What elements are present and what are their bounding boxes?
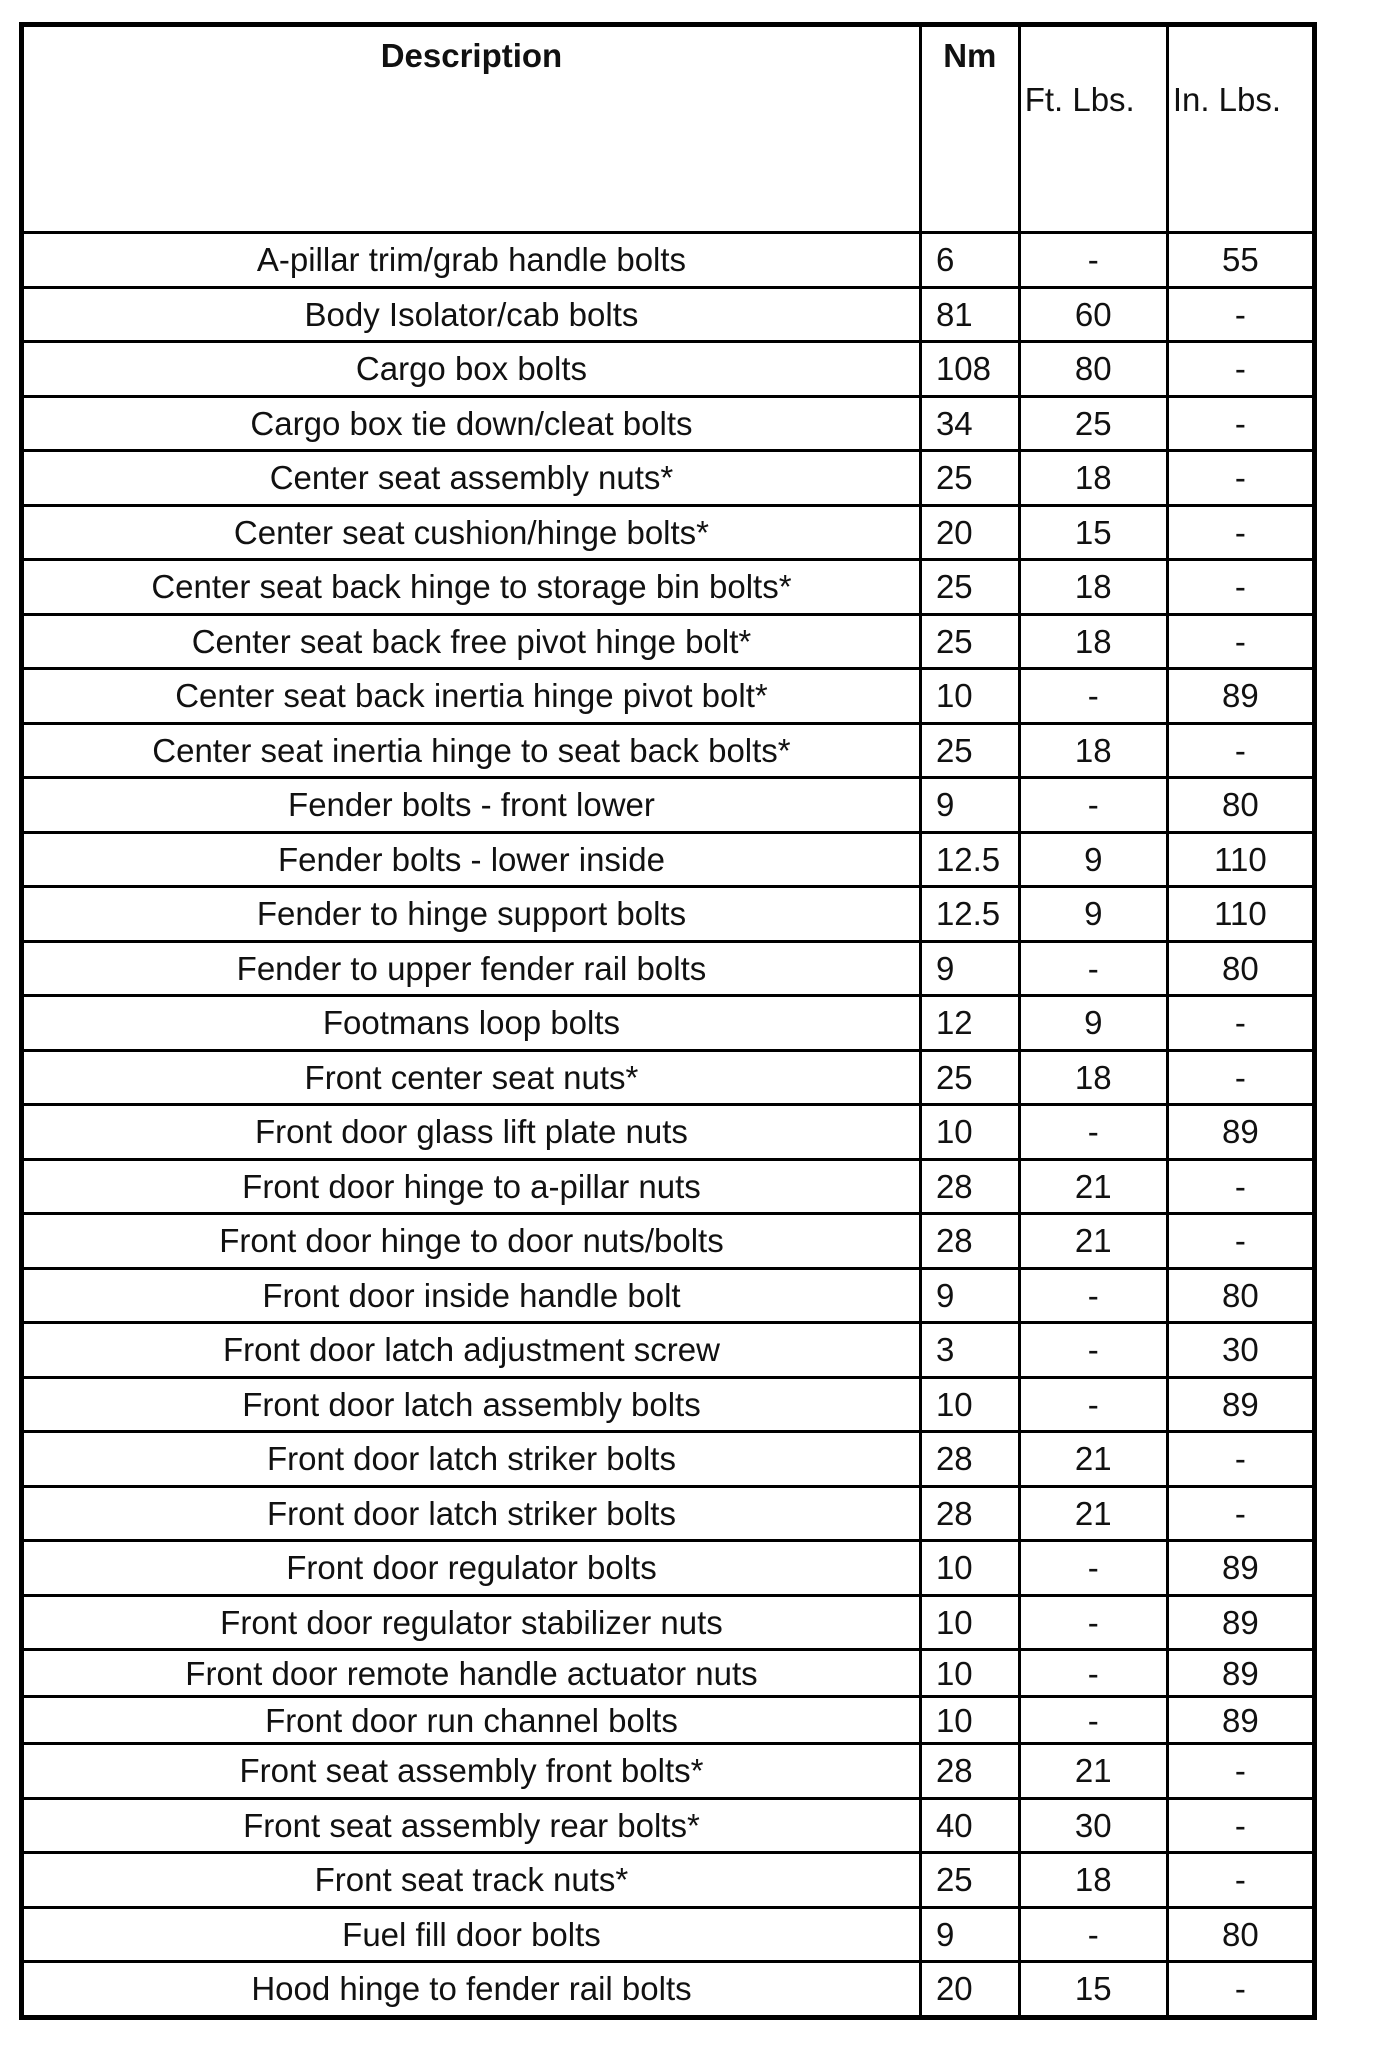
description-cell: Center seat cushion/hinge bolts*	[22, 505, 921, 560]
nm-cell: 20	[920, 505, 1019, 560]
nm-cell: 25	[920, 451, 1019, 506]
ft-lbs-cell: 21	[1019, 1486, 1167, 1541]
table-row	[22, 505, 1315, 560]
description-cell: Front door hinge to door nuts/bolts	[22, 1214, 921, 1269]
nm-cell: 10	[920, 1697, 1019, 1744]
description-cell: Fender bolts - lower inside	[22, 832, 921, 887]
in-lbs-cell: 80	[1167, 778, 1314, 833]
in-lbs-cell: -	[1167, 1050, 1314, 1105]
description-cell: Front door regulator stabilizer nuts	[22, 1595, 921, 1650]
table-row	[22, 723, 1315, 778]
in-lbs-cell: -	[1167, 1962, 1314, 2018]
ft-lbs-cell: 21	[1019, 1214, 1167, 1269]
in-lbs-cell: -	[1167, 287, 1314, 342]
ft-lbs-cell: -	[1019, 1105, 1167, 1160]
table-row	[22, 1744, 1315, 1799]
in-lbs-cell: 30	[1167, 1323, 1314, 1378]
ft-lbs-cell: -	[1019, 1268, 1167, 1323]
ft-lbs-cell: -	[1019, 1541, 1167, 1596]
table-row	[22, 1798, 1315, 1853]
nm-cell: 9	[920, 778, 1019, 833]
nm-cell: 25	[920, 1050, 1019, 1105]
in-lbs-cell: -	[1167, 996, 1314, 1051]
nm-cell: 25	[920, 1853, 1019, 1908]
torque-spec-table	[19, 22, 1317, 2020]
in-lbs-cell: 89	[1167, 1650, 1314, 1697]
description-header: Description	[22, 25, 921, 233]
description-cell: Front door latch adjustment screw	[22, 1323, 921, 1378]
ft-lbs-cell: 9	[1019, 996, 1167, 1051]
in-lbs-cell: 89	[1167, 1105, 1314, 1160]
header-row	[22, 25, 1315, 233]
ft-lbs-cell: -	[1019, 1377, 1167, 1432]
table-row	[22, 560, 1315, 615]
table-row	[22, 1159, 1315, 1214]
table-row	[22, 342, 1315, 397]
description-cell: Center seat assembly nuts*	[22, 451, 921, 506]
in-lbs-cell: 110	[1167, 832, 1314, 887]
nm-cell: 10	[920, 669, 1019, 724]
in-lbs-cell: -	[1167, 1486, 1314, 1541]
in-lbs-cell: -	[1167, 1214, 1314, 1269]
nm-cell: 3	[920, 1323, 1019, 1378]
table-row	[22, 669, 1315, 724]
ft-lbs-cell: -	[1019, 1595, 1167, 1650]
in-lbs-cell: -	[1167, 1798, 1314, 1853]
nm-cell: 10	[920, 1650, 1019, 1697]
table-row	[22, 1595, 1315, 1650]
table-row	[22, 1377, 1315, 1432]
ft-lbs-cell: 15	[1019, 1962, 1167, 2018]
ft-lbs-header: Ft. Lbs.	[1019, 25, 1167, 233]
ft-lbs-cell: 21	[1019, 1744, 1167, 1799]
ft-lbs-cell: 15	[1019, 505, 1167, 560]
description-cell: Body Isolator/cab bolts	[22, 287, 921, 342]
in-lbs-cell: -	[1167, 451, 1314, 506]
table-row	[22, 1105, 1315, 1160]
table-row	[22, 1907, 1315, 1962]
in-lbs-cell: -	[1167, 614, 1314, 669]
in-lbs-cell: -	[1167, 560, 1314, 615]
table-row	[22, 1268, 1315, 1323]
description-cell: Cargo box bolts	[22, 342, 921, 397]
in-lbs-cell: 89	[1167, 1377, 1314, 1432]
description-cell: Front door latch striker bolts	[22, 1486, 921, 1541]
nm-header: Nm	[920, 25, 1019, 233]
table-row	[22, 1650, 1315, 1697]
nm-cell: 28	[920, 1159, 1019, 1214]
table-row	[22, 1050, 1315, 1105]
in-lbs-cell: -	[1167, 396, 1314, 451]
nm-cell: 12	[920, 996, 1019, 1051]
description-cell: Front door remote handle actuator nuts	[22, 1650, 921, 1697]
description-cell: A-pillar trim/grab handle bolts	[22, 233, 921, 288]
nm-cell: 10	[920, 1541, 1019, 1596]
table-row	[22, 1853, 1315, 1908]
in-lbs-cell: 80	[1167, 941, 1314, 996]
ft-lbs-cell: -	[1019, 1697, 1167, 1744]
ft-lbs-cell: -	[1019, 941, 1167, 996]
table-row	[22, 396, 1315, 451]
nm-cell: 34	[920, 396, 1019, 451]
table-row	[22, 996, 1315, 1051]
table-row	[22, 451, 1315, 506]
ft-lbs-cell: 21	[1019, 1432, 1167, 1487]
in-lbs-cell: 89	[1167, 1541, 1314, 1596]
description-cell: Front door latch striker bolts	[22, 1432, 921, 1487]
description-cell: Center seat inertia hinge to seat back bolts*	[22, 723, 921, 778]
ft-lbs-cell: -	[1019, 1907, 1167, 1962]
description-cell: Fender bolts - front lower	[22, 778, 921, 833]
description-cell: Hood hinge to fender rail bolts	[22, 1962, 921, 2018]
nm-cell: 9	[920, 941, 1019, 996]
description-cell: Fender to upper fender rail bolts	[22, 941, 921, 996]
nm-cell: 9	[920, 1907, 1019, 1962]
ft-lbs-cell: 18	[1019, 614, 1167, 669]
nm-cell: 12.5	[920, 832, 1019, 887]
description-cell: Front door latch assembly bolts	[22, 1377, 921, 1432]
table-row	[22, 887, 1315, 942]
nm-cell: 28	[920, 1432, 1019, 1487]
description-cell: Front seat assembly front bolts*	[22, 1744, 921, 1799]
ft-lbs-cell: -	[1019, 1323, 1167, 1378]
in-lbs-cell: 110	[1167, 887, 1314, 942]
nm-cell: 25	[920, 614, 1019, 669]
description-cell: Footmans loop bolts	[22, 996, 921, 1051]
in-lbs-cell: -	[1167, 1432, 1314, 1487]
table-row	[22, 1323, 1315, 1378]
table-row	[22, 1214, 1315, 1269]
nm-cell: 10	[920, 1377, 1019, 1432]
description-cell: Front door run channel bolts	[22, 1697, 921, 1744]
table-row	[22, 614, 1315, 669]
ft-lbs-cell: 18	[1019, 1050, 1167, 1105]
in-lbs-cell: -	[1167, 1159, 1314, 1214]
description-cell: Front door glass lift plate nuts	[22, 1105, 921, 1160]
table-row	[22, 1962, 1315, 2018]
ft-lbs-cell: -	[1019, 1650, 1167, 1697]
description-cell: Front seat assembly rear bolts*	[22, 1798, 921, 1853]
ft-lbs-cell: 30	[1019, 1798, 1167, 1853]
in-lbs-cell: 89	[1167, 1697, 1314, 1744]
in-lbs-cell: -	[1167, 1744, 1314, 1799]
nm-cell: 81	[920, 287, 1019, 342]
description-cell: Center seat back inertia hinge pivot bolt*	[22, 669, 921, 724]
ft-lbs-cell: 18	[1019, 1853, 1167, 1908]
in-lbs-header: In. Lbs.	[1167, 25, 1314, 233]
in-lbs-cell: -	[1167, 1853, 1314, 1908]
nm-cell: 25	[920, 560, 1019, 615]
nm-cell: 28	[920, 1214, 1019, 1269]
nm-cell: 9	[920, 1268, 1019, 1323]
ft-lbs-cell: -	[1019, 669, 1167, 724]
ft-lbs-cell: -	[1019, 778, 1167, 833]
table-row	[22, 1541, 1315, 1596]
nm-cell: 108	[920, 342, 1019, 397]
nm-cell: 28	[920, 1744, 1019, 1799]
table-row	[22, 1432, 1315, 1487]
table-row	[22, 287, 1315, 342]
in-lbs-cell: -	[1167, 342, 1314, 397]
ft-lbs-cell: 18	[1019, 723, 1167, 778]
description-cell: Fender to hinge support bolts	[22, 887, 921, 942]
in-lbs-cell: 55	[1167, 233, 1314, 288]
ft-lbs-cell: 25	[1019, 396, 1167, 451]
description-cell: Center seat back free pivot hinge bolt*	[22, 614, 921, 669]
in-lbs-cell: 80	[1167, 1268, 1314, 1323]
ft-lbs-cell: 18	[1019, 451, 1167, 506]
in-lbs-cell: 89	[1167, 669, 1314, 724]
in-lbs-cell: 89	[1167, 1595, 1314, 1650]
table-body	[22, 233, 1315, 2018]
ft-lbs-cell: 9	[1019, 887, 1167, 942]
nm-cell: 40	[920, 1798, 1019, 1853]
ft-lbs-cell: 21	[1019, 1159, 1167, 1214]
description-cell: Fuel fill door bolts	[22, 1907, 921, 1962]
nm-cell: 10	[920, 1595, 1019, 1650]
table-row	[22, 1486, 1315, 1541]
description-cell: Front center seat nuts*	[22, 1050, 921, 1105]
nm-cell: 20	[920, 1962, 1019, 2018]
description-cell: Front seat track nuts*	[22, 1853, 921, 1908]
description-cell: Center seat back hinge to storage bin bolts*	[22, 560, 921, 615]
table-row	[22, 1697, 1315, 1744]
table-row	[22, 832, 1315, 887]
table-row	[22, 233, 1315, 288]
ft-lbs-cell: 60	[1019, 287, 1167, 342]
ft-lbs-cell: 18	[1019, 560, 1167, 615]
nm-cell: 25	[920, 723, 1019, 778]
description-cell: Front door hinge to a-pillar nuts	[22, 1159, 921, 1214]
ft-lbs-cell: 9	[1019, 832, 1167, 887]
description-cell: Front door inside handle bolt	[22, 1268, 921, 1323]
nm-cell: 6	[920, 233, 1019, 288]
table-row	[22, 778, 1315, 833]
description-cell: Front door regulator bolts	[22, 1541, 921, 1596]
description-cell: Cargo box tie down/cleat bolts	[22, 396, 921, 451]
in-lbs-cell: 80	[1167, 1907, 1314, 1962]
nm-cell: 28	[920, 1486, 1019, 1541]
in-lbs-cell: -	[1167, 723, 1314, 778]
in-lbs-cell: -	[1167, 505, 1314, 560]
ft-lbs-cell: -	[1019, 233, 1167, 288]
table-row	[22, 941, 1315, 996]
ft-lbs-cell: 80	[1019, 342, 1167, 397]
nm-cell: 10	[920, 1105, 1019, 1160]
nm-cell: 12.5	[920, 887, 1019, 942]
